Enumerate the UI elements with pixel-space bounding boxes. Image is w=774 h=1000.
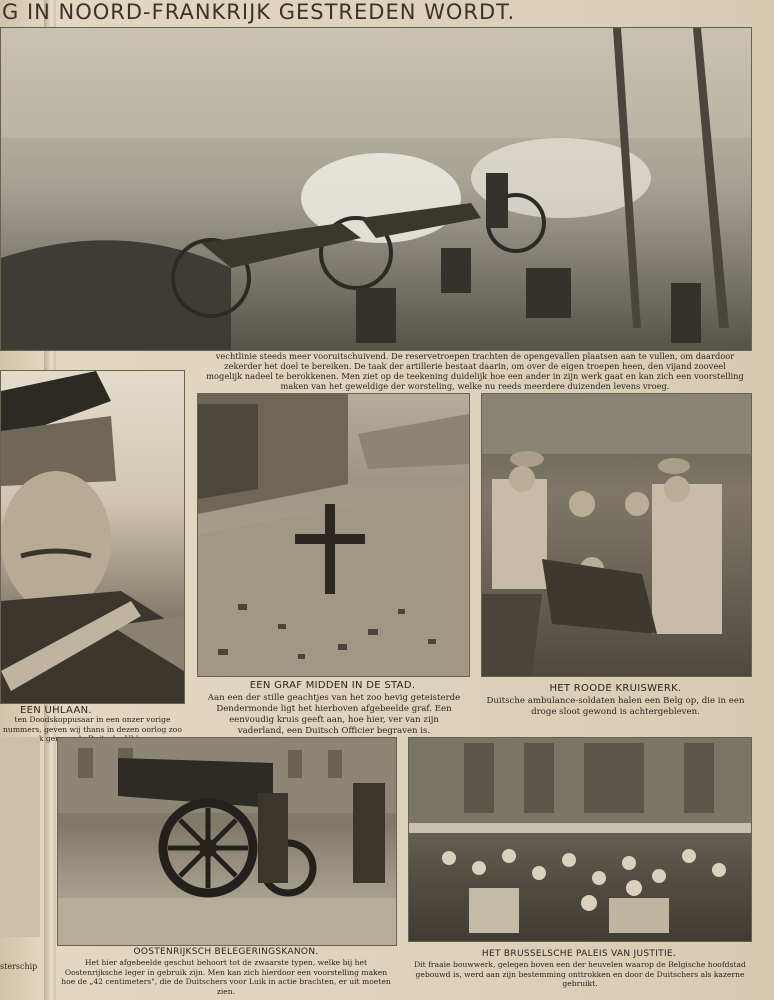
redcross-photo <box>481 393 752 677</box>
battle-illustration <box>0 27 752 351</box>
mortar-title: OOSTENRIJKSCH BELEGERINGSKANON. <box>133 947 319 957</box>
uhlan-caption: ten Doodskoppusaar in een onzer vorige nummers, geven wij thans in dezen oorlog zoo <box>3 715 182 734</box>
mortar-caption: Het hier afgebeelde geschut behoort tot de zwaarste typen, welke bij het Oostenrijksche leger in gebruik zijn. Men kan zich hierdoor een voorstelling maken hoe de „42 centimeters", die de Duitschers voor Luik in actie brachten, er uit moeten zien. <box>61 958 391 996</box>
uhlan-portrait <box>0 370 185 704</box>
grave-title: EEN GRAF MIDDEN IN DE STAD. <box>249 680 416 691</box>
left-fragment-text: sterschip <box>0 962 38 971</box>
redcross-caption: Duitsche ambulance-soldaten halen een Belg op, die in een droge sloot gewond is achtergebleven. <box>486 696 745 717</box>
uhlan-title: EEN UHLAAN. <box>20 705 92 716</box>
battle-caption: vechtlinie steeds meer vooruitschuivend. De reservetroepen trachten de opengevallen plaatsen aan te vullen, om daardoor zekerder het doel te bereiken. De taak der artillerie bestaat daarin, om over de eigen troepen heen, den vijand zooveel mogelijk nadeel te berokkenen. Men ziet op de teekening duidelijk hoe een ander in zijn werk gaat en kan zich een voorstelling maken van het geweldige der worsteling, welke nu reeds meerdere duizenden levens vroeg. <box>206 351 744 391</box>
page-headline: G IN NOORD-FRANKRIJK GESTREDEN WORDT. <box>2 0 516 24</box>
palace-caption: Dit fraaie bouwwerk, gelegen boven een der heuvelen waarop de Belgische hoofdstad gebouwd is, werd aan zijn bestemming onttrokken en door de Duitschers als kazerne gebruikt. <box>414 960 746 989</box>
grave-caption: Aan een der stille geachtjes van het zoo hevig geteisterde Dendermonde ligt het hierboven afgebeelde graf. Een eenvoudig kruis geeft aan, hoe hier, ver van zijn vaderland, een Duitsch Officier begraven is. <box>207 693 461 736</box>
palace-photo <box>408 737 752 942</box>
mortar-photo <box>57 737 397 946</box>
palace-title: HET BRUSSELSCHE PALEIS VAN JUSTITIE. <box>481 949 677 959</box>
grave-photo <box>197 393 470 677</box>
left-page-fragment <box>0 737 40 937</box>
redcross-title: HET ROODE KRUISWERK. <box>549 683 682 694</box>
